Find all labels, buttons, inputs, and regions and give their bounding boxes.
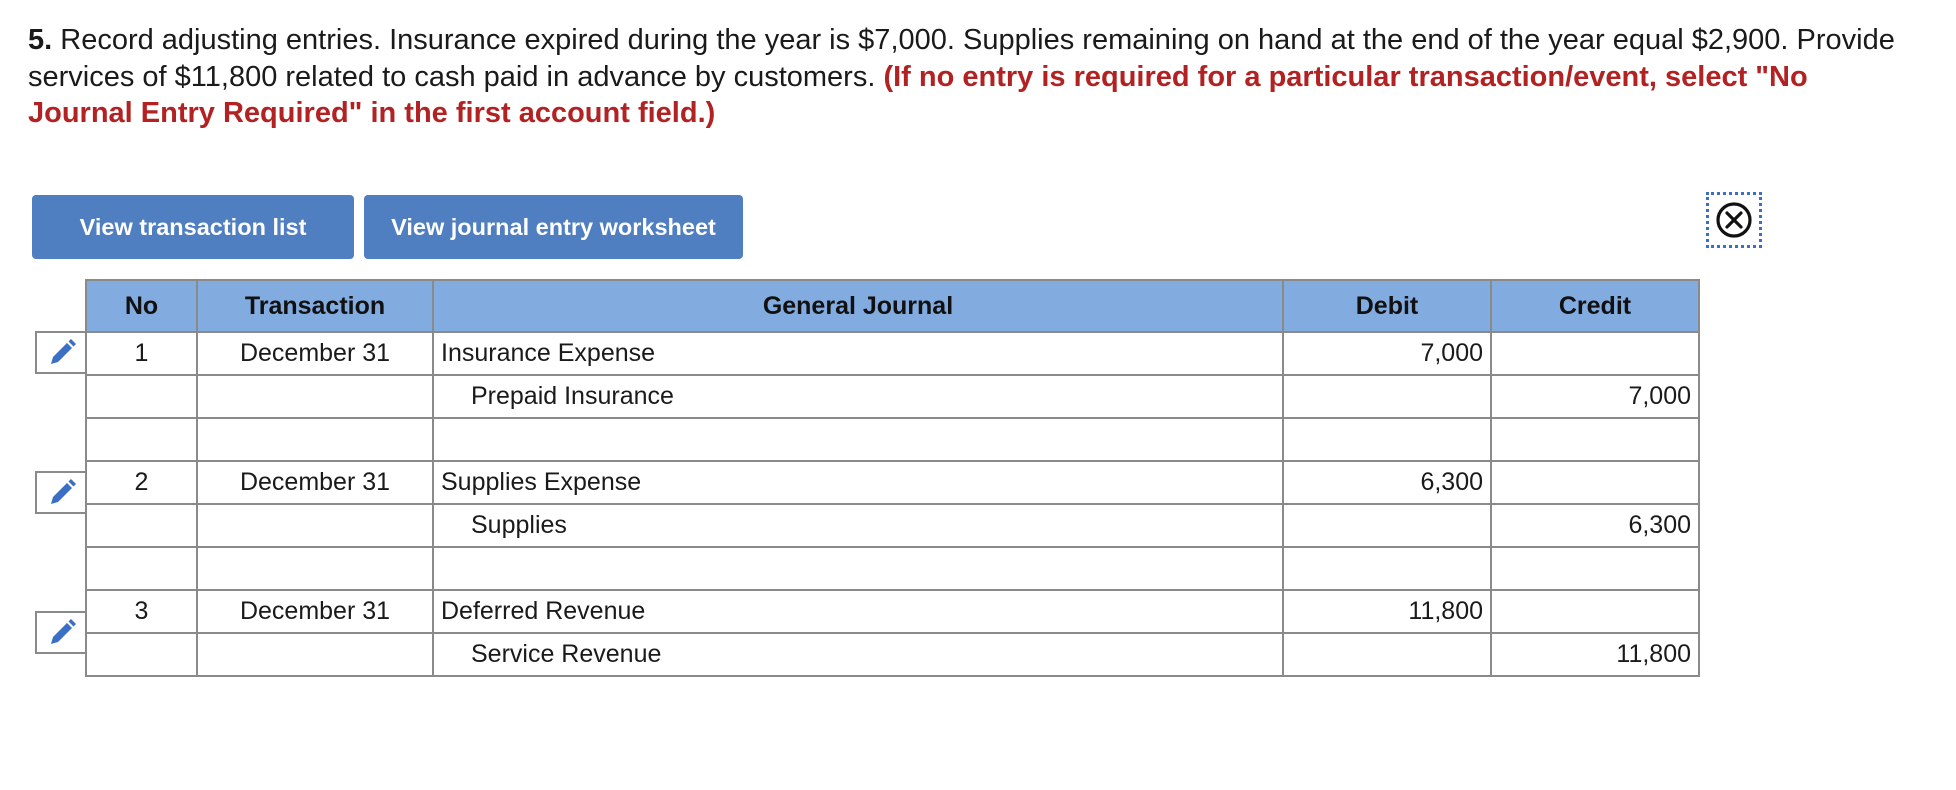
header-transaction: Transaction [197,280,433,332]
credit-amount: 7,000 [1491,375,1699,418]
edit-entry-3-button[interactable] [35,611,86,654]
journal-table [85,279,1700,677]
question-text [28,22,1908,132]
account-name: Supplies [433,504,1283,547]
credit-amount: 11,800 [1491,633,1699,676]
table-row [86,633,1699,676]
entry-number [86,504,197,547]
table-row [86,504,1699,547]
transaction-date: December 31 [197,590,433,633]
header-debit: Debit [1283,280,1491,332]
credit-amount [1491,547,1699,590]
table-row [86,547,1699,590]
debit-amount [1283,418,1491,461]
table-row [86,375,1699,418]
transaction-date: December 31 [197,461,433,504]
table-row [86,332,1699,375]
edit-entry-1-button[interactable] [35,331,86,374]
credit-amount [1491,461,1699,504]
transaction-date [197,504,433,547]
account-name: Deferred Revenue [433,590,1283,633]
question-number: 5. [28,24,53,56]
question-body: Record adjusting entries. Insurance expired during the year is $7,000. Supplies remaining on hand at the end of the year equal $2,900. Provide services of $11,800 related to cash paid in advance by customers. [28,24,1895,93]
pencil-icon [47,618,77,648]
header-general-journal: General Journal [433,280,1283,332]
header-credit: Credit [1491,280,1699,332]
debit-amount [1283,547,1491,590]
credit-amount [1491,418,1699,461]
transaction-date [197,375,433,418]
debit-amount: 11,800 [1283,590,1491,633]
debit-amount [1283,375,1491,418]
entry-number [86,633,197,676]
account-name [433,547,1283,590]
transaction-date [197,547,433,590]
credit-amount: 6,300 [1491,504,1699,547]
pencil-icon [47,338,77,368]
edit-entry-2-button[interactable] [35,471,86,514]
entry-number: 3 [86,590,197,633]
close-circle-icon [1714,200,1754,240]
entry-number [86,418,197,461]
transaction-date: December 31 [197,332,433,375]
debit-amount: 7,000 [1283,332,1491,375]
pencil-icon [47,478,77,508]
transaction-date [197,633,433,676]
credit-amount [1491,590,1699,633]
table-row [86,590,1699,633]
table-row [86,461,1699,504]
view-transaction-list-button[interactable]: View transaction list [32,195,354,259]
entry-number: 2 [86,461,197,504]
credit-amount [1491,332,1699,375]
account-name [433,418,1283,461]
question-note: (If no entry is required for a particular transaction/event, select "No Journal Entry Required" in the first account field.) [28,60,1808,129]
entry-number [86,547,197,590]
transaction-date [197,418,433,461]
account-name: Insurance Expense [433,332,1283,375]
table-header-row [86,280,1699,332]
account-name: Prepaid Insurance [433,375,1283,418]
debit-amount [1283,633,1491,676]
account-name: Supplies Expense [433,461,1283,504]
view-journal-entry-worksheet-button[interactable]: View journal entry worksheet [364,195,743,259]
table-row [86,418,1699,461]
entry-number: 1 [86,332,197,375]
header-no: No [86,280,197,332]
account-name: Service Revenue [433,633,1283,676]
debit-amount: 6,300 [1283,461,1491,504]
debit-amount [1283,504,1491,547]
close-button[interactable] [1706,192,1762,248]
entry-number [86,375,197,418]
